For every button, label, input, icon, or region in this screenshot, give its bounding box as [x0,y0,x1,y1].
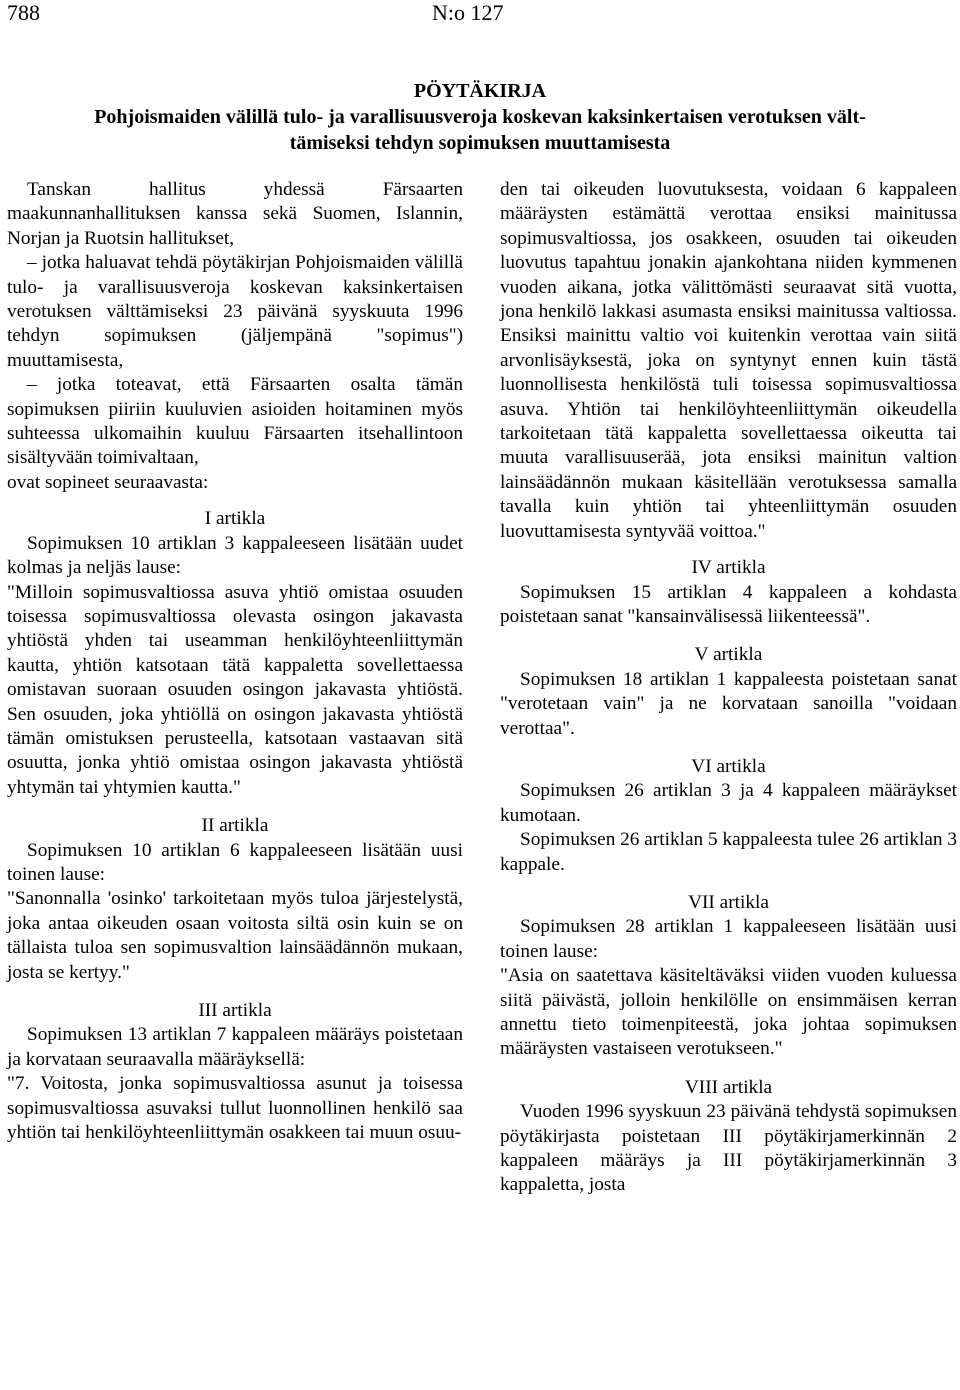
document-number: N:o 127 [432,0,504,25]
article-2-paragraph-2: "Sanonnalla 'osinko' tarkoitetaan myös tuloa järjestelystä, joka antaa oikeuden osaan voitosta siltä osin kuin se on tällaista tuloa sen sopimusvaltion lainsäädännön mukaan, josta se kertyy." [7,888,463,983]
article-1-paragraph-2: "Milloin sopimusvaltiossa asuva yhtiö omistaa osuuden toisessa sopimusvaltiossa olevasta osingon jakavasta yhtiöstä yhden tai useamman henkilöyhteenliittymän kautta, yhtiön katsotaan tätä kappaletta sovellettaessa omistavan suoraan osuuden osingon jakavasta yhtiöstä. Sen osuuden, joka yhtiöllä on osingon jakavasta yhtiöstä tämän omistuksen perusteella, katsotaan vastaavan sitä osuutta, jonka yhtiö omistaa osingon jakavasta yhtiöstä yhtymän tai yhtymien kautta." [7,581,463,798]
article-3-paragraph-1: Sopimuksen 13 artiklan 7 kappaleen määräys poistetaan ja korvataan seuraavalla määräyksellä: [7,1024,463,1070]
article-6-paragraph-2: Sopimuksen 26 artiklan 5 kappaleesta tulee 26 artiklan 3 kappale. [500,829,957,875]
article-5-paragraph-1: Sopimuksen 18 artiklan 1 kappaleesta poistetaan sanat "verotetaan vain" ja ne korvataan sanoilla "voidaan verottaa". [500,668,957,739]
page-number: 788 [7,0,40,25]
article-3-heading: III artikla [198,1000,272,1021]
document-title [0,78,960,156]
article-2-heading: II artikla [201,815,269,837]
article-4-paragraph-1: Sopimuksen 15 artiklan 4 kappaleen a kohdasta poistetaan sanat "kansainvälisessä liikenteessä". [500,581,957,627]
article-2-paragraph-1: Sopimuksen 10 artiklan 6 kappaleeseen lisätään uusi toinen lause: [7,839,463,885]
title-subtitle-line2: tämiseksi tehdyn sopimuksen muuttamisesta [289,132,671,154]
preamble-intro: Tanskan hallitus yhdessä Färsaarten maakunnanhallituksen kanssa sekä Suomen, Islannin, Norjan ja Ruotsin hallitukset, [7,179,463,249]
title-subtitle-line1: Pohjoismaiden välillä tulo- ja varallisuusveroja koskevan kaksinkertaisen verotuksen vält- [94,106,866,128]
preamble-whereas-1: – jotka haluavat tehdä pöytäkirjan Pohjoismaiden välillä tulo- ja varallisuusveroja koskevan kaksinkertaisen verotuksen välttämiseksi 23 päivänä syyskuuta 1996 tehdyn sopimuksen (jäljempänä "sopimus") muuttamisesta, [7,252,463,371]
article-7-paragraph-2: "Asia on saatettava käsiteltäväksi viiden vuoden kuluessa siitä päivästä, jolloin henkilölle on ensimmäisen kerran annettu tieto toimenpiteestä, joka johtaa sopimuksen määräysten vastaiseen verotukseen." [500,965,957,1060]
article-5-heading: V artikla [694,644,763,666]
left-column [7,178,463,1145]
article-7-heading: VII artikla [688,891,769,913]
article-4-heading: IV artikla [691,557,766,579]
article-1-heading: I artikla [204,508,266,530]
article-3-paragraph-2: "7. Voitosta, jonka sopimusvaltiossa asunut ja toisessa sopimusvaltiossa asuvaksi tullut luonnollinen henkilö saa yhtiön tai henkilöyhteenliittymän osakkeen tai muun osuu- [7,1073,463,1144]
article-6-paragraph-1: Sopimuksen 26 artiklan 3 ja 4 kappaleen määräykset kumotaan. [500,780,957,826]
right-column [500,178,957,1198]
title-heading: PÖYTÄKIRJA [413,80,547,102]
article-6-heading: VI artikla [691,755,766,777]
article-8-heading: VIII artikla [684,1076,773,1098]
preamble-agreed: ovat sopineet seuraavasta: [7,471,209,493]
article-1-paragraph-1: Sopimuksen 10 artiklan 3 kappaleeseen lisätään uudet kolmas ja neljäs lause: [7,532,463,579]
preamble-whereas-2: – jotka toteavat, että Färsaarten osalta tämän sopimuksen piiriin kuuluvien asioiden hoitaminen myös suhteessa ulkomaihin kuuluu Färsaarten itsehallintoon sisältyvään toimivaltaan, [7,374,463,469]
article-8-paragraph-1: Vuoden 1996 syyskuun 23 päivänä tehdystä sopimuksen pöytäkirjasta poistetaan III pöytäkirjamerkinnän 2 kappaleen määräys ja III pöytäkirjamerkinnän 3 kappaletta, josta [500,1101,957,1196]
article-7-paragraph-1: Sopimuksen 28 artiklan 1 kappaleeseen lisätään uusi toinen lause: [500,916,957,962]
article-3-continuation: den tai oikeuden luovutuksesta, voidaan 6 kappaleen määräysten estämättä verottaa ensiksi mainitussa sopimusvaltiossa, jos osakkeen, osuuden tai oikeuden luovutus tapahtuu jonakin ajankohtana niiden kymmenen vuoden aikana, jotka välittömästi seuraavat sitä vuotta, jona henkilö lakkasi asumasta ensiksi mainitussa valtiossa. Ensiksi mainittu valtio voi kuitenkin verottaa vain siitä arvonlisäyksestä, joka on syntynyt ennen kuin tästä luonnollisesta henkilöstä tuli toisessa sopimusvaltiossa asuva. Yhtiön tai henkilöyhteenliittymän oikeudella tarkoitetaan tätä kappaletta sovellettaessa oikeutta tai muuta varallisuuserää, jota ensiksi mainitun valtion lainsäädännön mukaan käsitellään verotuksessa samalla tavalla kuin yhtiön tai yhteenliittymän osuuden luovuttamisesta syntyvää voittoa." [500,179,957,542]
